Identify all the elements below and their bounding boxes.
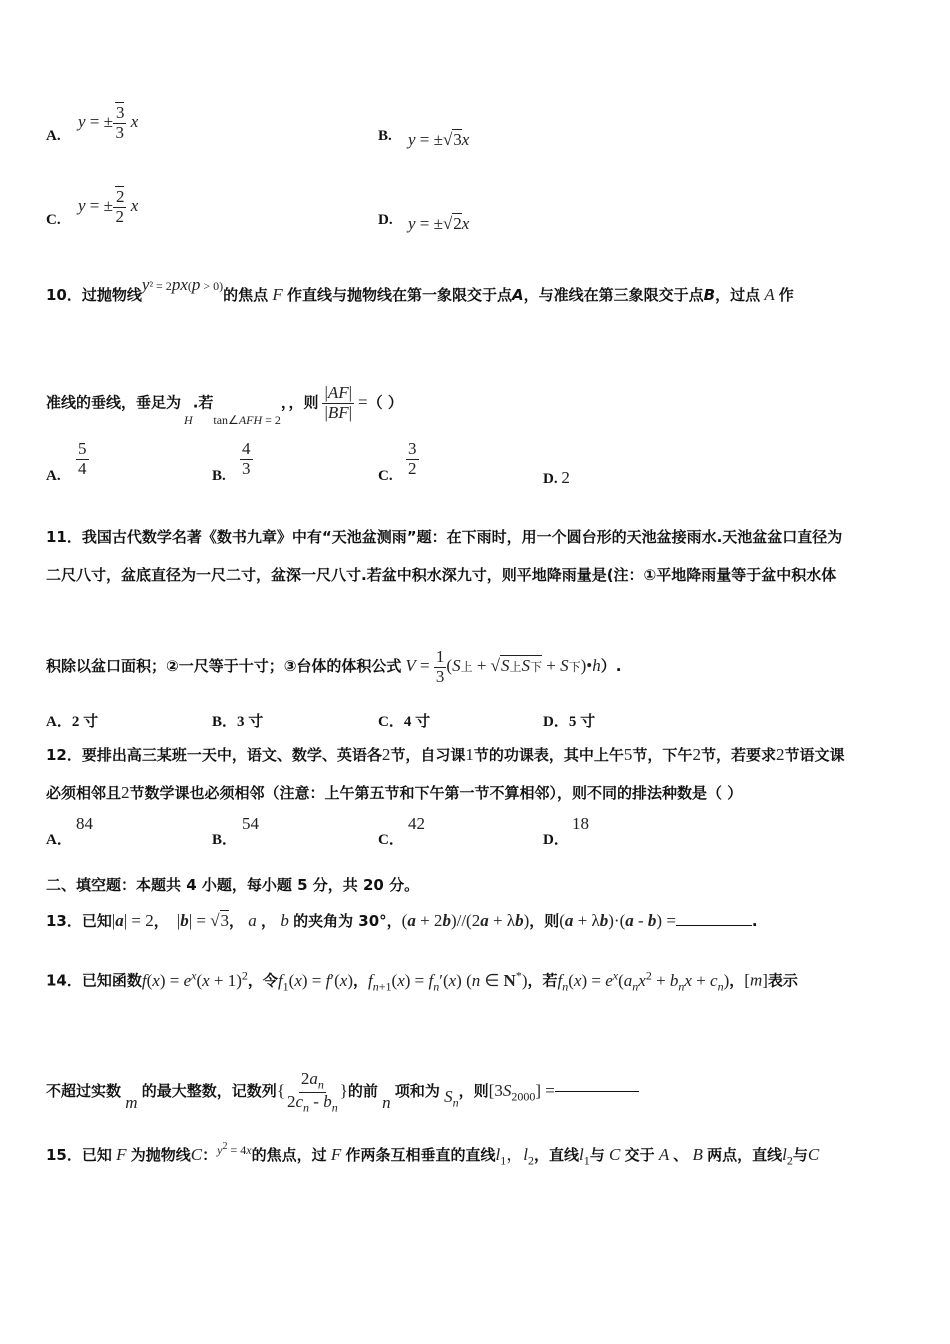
q9-option-a — [46, 128, 61, 145]
q12-option-b: B． — [212, 832, 238, 848]
q10-option-b-frac: $\frac{4}{3}$ — [242, 439, 251, 478]
q9-option-b-math: y = ±√3x — [408, 130, 470, 149]
q9-option-c-math: y = ± $\frac{2}{2}$ x — [78, 187, 139, 226]
q10-line1: 10．过抛物线$^{y^2 = 2px(p > 0)}$的焦点 F 作直线与抛物线在第一象限交于点A，与准线在第三象限交于点B，过点 A 作 — [46, 275, 794, 304]
q15-line1: 15．已知 F 为抛物线C：$^{y^2 = 4x}$的焦点，过 F 作两条互相垂直的直线$l_1$，$l_2$，直线$l_1$与 C 交于 A 、 B 两点，直线$l_2$与C — [46, 1141, 820, 1168]
q9-option-a-math: y = ± $\frac{3}{3}$ x — [78, 103, 139, 142]
q12-option-b-value: 54 — [242, 814, 259, 833]
q11-line2: 二尺八寸，盆底直径为一尺二寸，盆深一尺八寸.若盆中积水深九寸，则平地降雨量是(注：①平地降雨量等于盆中积水体 — [46, 566, 837, 584]
q10-option-d: D. 2 — [543, 468, 570, 487]
q9-option-d-math: y = ±√2x — [408, 214, 470, 233]
q12-line2: 必须相邻且2节数学课也必须相邻（注意：上午第五节和下午第一节不算相邻），则不同的排法种数是（ ） — [46, 783, 743, 802]
q9-option-c: C. — [46, 212, 61, 228]
q9-option-d: D. — [378, 212, 393, 228]
q10-option-b: B. — [212, 468, 226, 484]
q14-line1: 14．已知函数$f(x) = e^x(x + 1)^2$，令$f_1(x) = f'(x)$，$f_{n+1}(x) = f_n'(x)$ (n ∈ N*)，若$f_n(x) = e^x(a_nx^2 + b_nx + c_n)$，[m]表示 — [46, 968, 798, 994]
q14-line2: 不超过实数 m 的最大整数，记数列{ $\frac{2a_n}{2c_n - b_n}$ }的前 n 项和为 $S_n$，则$[3S_{2000}]$ = — [46, 1070, 639, 1114]
q11-option-c: C．4 寸 — [378, 714, 431, 730]
q9-option-b: B. — [378, 128, 392, 144]
q13-answer-blank — [676, 911, 752, 926]
q12-option-d-value: 18 — [572, 814, 589, 833]
q10-option-c: C. — [378, 468, 393, 484]
q10-option-a-frac: $\frac{5}{4}$ — [78, 439, 87, 478]
q11-line1: 11．我国古代数学名著《数书九章》中有“天池盆测雨”题：在下雨时，用一个圆台形的天池盆接雨水.天池盆盆口直径为 — [46, 528, 843, 546]
q11-line3: 积除以盆口面积；②一尺等于十寸；③台体的体积公式 V = $\frac{1}{3}$ (S上 + √S上S下 + S下)•h）. — [46, 647, 622, 686]
q10-option-c-frac: $\frac{3}{2}$ — [408, 439, 417, 478]
q10-option-a: A. — [46, 468, 61, 484]
q11-option-b: B．3 寸 — [212, 714, 264, 730]
q12-option-d: D． — [543, 832, 569, 848]
q12-option-a: A． — [46, 832, 72, 848]
q12-option-a-value: 84 — [76, 814, 93, 833]
q11-option-d: D．5 寸 — [543, 714, 596, 730]
q11-option-a: A．2 寸 — [46, 714, 99, 730]
option-label: A. — [46, 128, 61, 144]
q12-line1: 12．要排出高三某班一天中，语文、数学、英语各2节，自习课1节的功课表，其中上午5节，下午2节，若要求2节语文课 — [46, 745, 845, 764]
q10-line2: 准线的垂线，垂足为 $_H$.若$_{tan\angle AFH = 2}$，，则 $\frac{|AF|}{|BF|}$ =（ ） — [46, 383, 403, 427]
q12-option-c-value: 42 — [408, 814, 425, 833]
q12-option-c: C． — [378, 832, 404, 848]
q13-line: 13．已知|a| = 2， |b| = √3， a ， b 的夹角为 30°，(a + 2b)//(2a + λb)，则(a + λb)·(a - b) = . — [46, 911, 758, 930]
section-2-heading: 二、填空题：本题共 4 小题，每小题 5 分，共 20 分。 — [46, 876, 420, 894]
q14-answer-blank — [555, 1091, 639, 1092]
